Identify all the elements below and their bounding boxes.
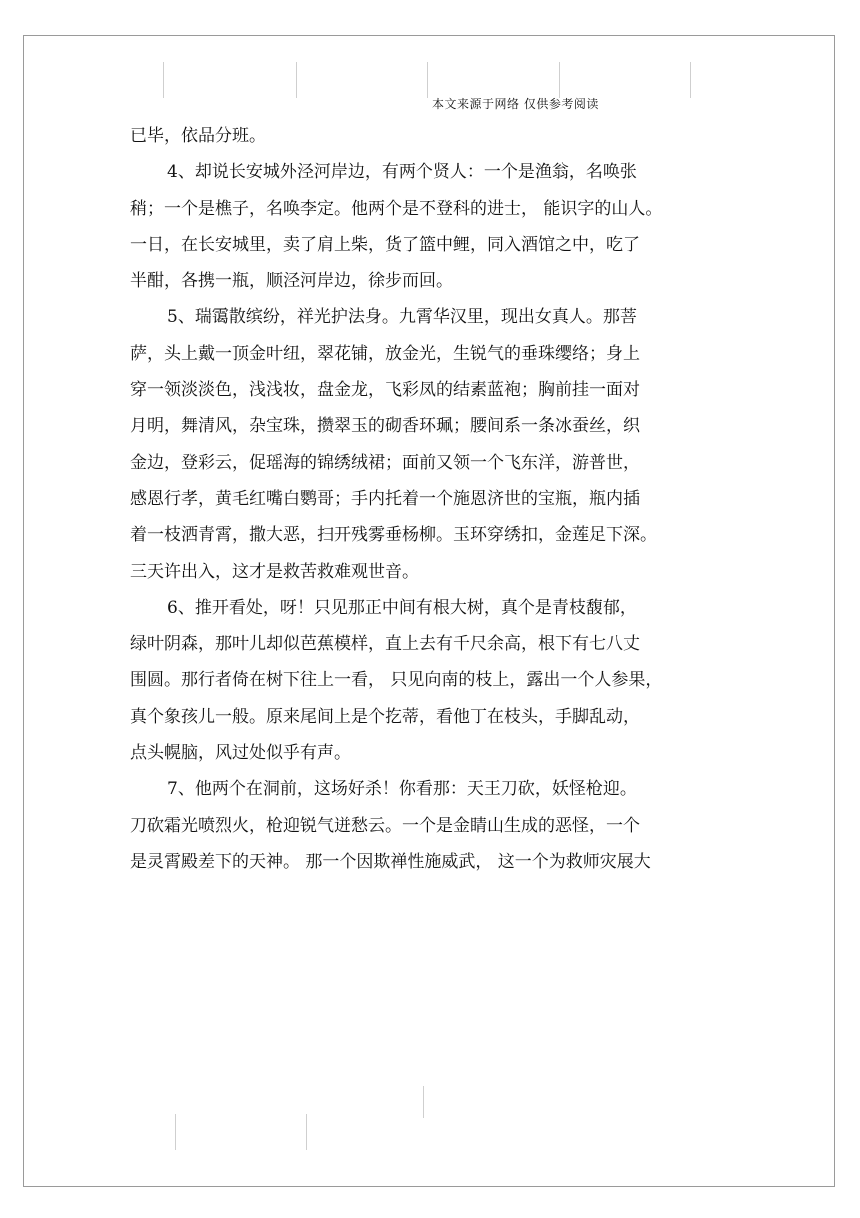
text-line: 着一枝洒青霄，撒大恶，扫开残雾垂杨柳。玉环穿绣扣，金莲足下深。 — [130, 525, 657, 546]
top-rule-mark-3 — [427, 62, 428, 98]
text-line: 点头幌脑，风过处似乎有声。 — [130, 743, 351, 764]
text-line: 稍；一个是樵子，名唤李定。他两个是不登科的进士， 能识字的山人。 — [130, 198, 663, 219]
text-line: 一日，在长安城里，卖了肩上柴，货了篮中鲤，同入酒馆之中，吃了 — [130, 234, 640, 255]
top-rule-mark-4 — [559, 62, 560, 98]
text-line: 7、他两个在洞前，这场好杀！你看那：天王刀砍，妖怪枪迎。 — [167, 779, 637, 800]
text-line: 4、却说长安城外泾河岸边，有两个贤人：一个是渔翁，名唤张 — [167, 162, 637, 183]
top-rule-mark-5 — [690, 62, 691, 98]
text-line: 萨，头上戴一顶金叶纽，翠花铺，放金光，生锐气的垂珠缨络；身上 — [130, 343, 640, 364]
top-rule-mark-2 — [296, 62, 297, 98]
text-line: 已毕，依品分班。 — [130, 126, 266, 146]
text-line: 穿一领淡淡色，浅浅妆，盘金龙，飞彩凤的结素蓝袍；胸前挂一面对 — [130, 380, 640, 401]
text-line: 月明，舞清风，杂宝珠，攒翠玉的砌香环珮；腰间系一条冰蚕丝，织 — [130, 416, 640, 437]
bottom-rule-mark-3 — [423, 1086, 424, 1118]
text-line: 刀砍霜光喷烈火，枪迎锐气迸愁云。一个是金睛山生成的恶怪，一个 — [130, 815, 640, 836]
text-line: 三天许出入，这才是救苦救难观世音。 — [130, 561, 419, 582]
text-line: 金边，登彩云，促瑶海的锦绣绒裙；面前又领一个飞东洋，游普世， — [130, 452, 640, 473]
text-line: 围圆。那行者倚在树下往上一看， 只见向南的枝上，露出一个人参果， — [130, 670, 663, 691]
text-line: 是灵霄殿差下的天神。 那一个因欺禅性施威武， 这一个为救师灾展大 — [130, 851, 651, 872]
bottom-rule-mark-1 — [175, 1114, 176, 1150]
text-line: 绿叶阴森，那叶儿却似芭蕉模样，直上去有千尺余高，根下有七八丈 — [130, 634, 640, 655]
text-line: 半酣，各携一瓶，顺泾河岸边，徐步而回。 — [130, 271, 453, 292]
top-rule-mark-1 — [163, 62, 164, 98]
bottom-rule-mark-2 — [306, 1114, 307, 1150]
text-line: 感恩行孝，黄毛红嘴白鹦哥；手内托着一个施恩济世的宝瓶，瓶内插 — [130, 488, 640, 509]
document-body — [130, 118, 720, 880]
text-line: 5、瑞霭散缤纷，祥光护法身。九霄华汉里，现出女真人。那菩 — [167, 307, 637, 328]
source-note: 本文来源于网络 仅供参考阅读 — [432, 97, 599, 111]
text-line: 6、推开看处，呀！只见那正中间有根大树，真个是青枝馥郁， — [167, 597, 637, 618]
text-line: 真个象孩儿一般。原来尾间上是个扢蒂，看他丁在枝头，手脚乱动， — [130, 706, 640, 727]
